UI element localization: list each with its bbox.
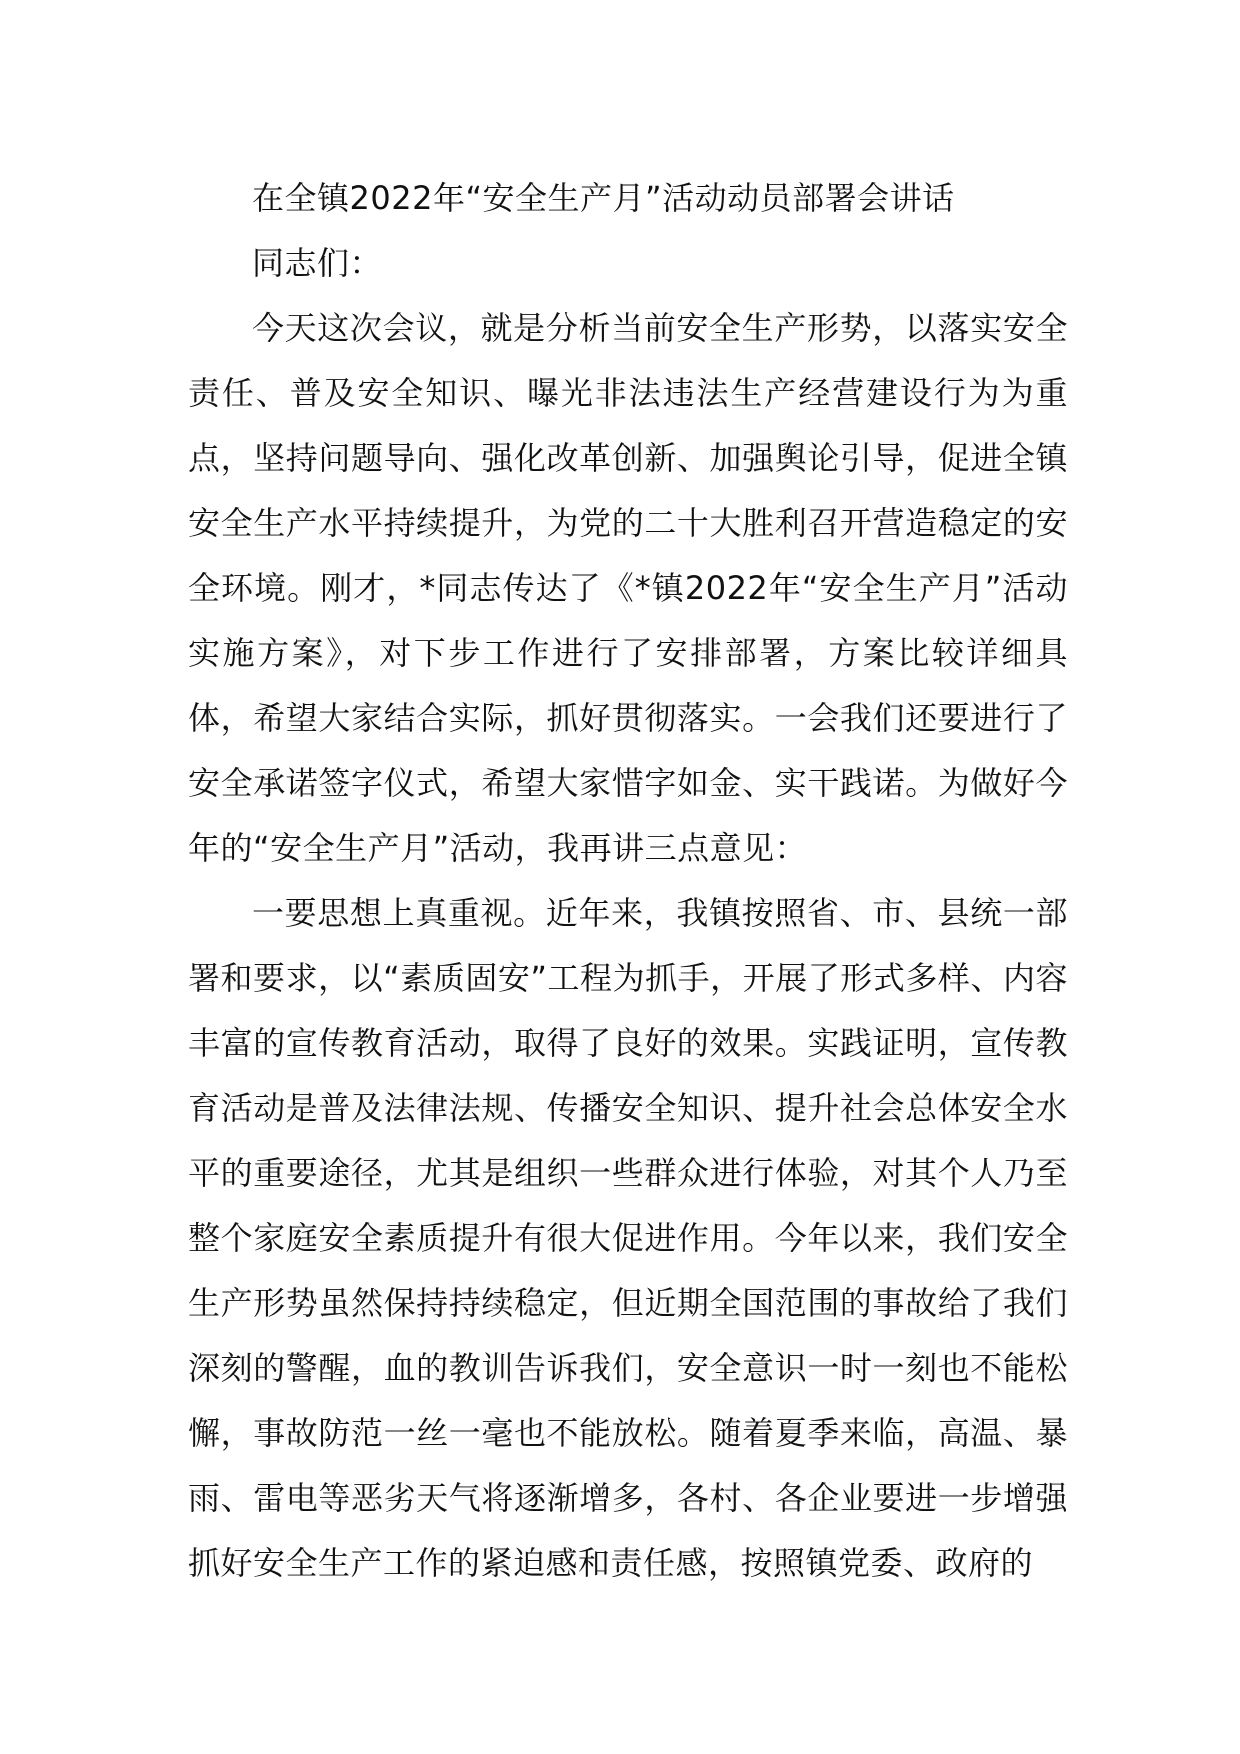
paragraph-intro: 今天这次会议，就是分析当前安全生产形势，以落实安全责任、普及安全知识、曝光非法违法生产经营建设行为为重点，坚持问题导向、强化改革创新、加强舆论引导，促进全镇安全生产水平持续提升，为党的二十大胜利召开营造稳定的安全环境。刚才，*同志传达了《*镇2022年“安全生产月”活动实施方案》，对下步工作进行了安排部署，方案比较详细具体，希望大家结合实际，抓好贯彻落实。一会我们还要进行了安全承诺签字仪式，希望大家惜字如金、实干践诺。为做好今年的“安全生产月”活动，我再讲三点意见： [188,309,1068,867]
salutation: 同志们： [252,244,383,282]
document-body [188,166,1068,1596]
speech-title: 在全镇2022年“安全生产月”活动动员部署会讲话 [252,179,955,217]
paragraph-point-one: 一要思想上真重视。近年来，我镇按照省、市、县统一部署和要求，以“素质固安”工程为抓手，开展了形式多样、内容丰富的宣传教育活动，取得了良好的效果。实践证明，宣传教育活动是普及法律法规、传播安全知识、提升社会总体安全水平的重要途径，尤其是组织一些群众进行体验，对其个人乃至整个家庭安全素质提升有很大促进作用。今年以来，我们安全生产形势虽然保持持续稳定，但近期全国范围的事故给了我们深刻的警醒，血的教训告诉我们，安全意识一时一刻也不能松懈，事故防范一丝一毫也不能放松。随着夏季来临，高温、暴雨、雷电等恶劣天气将逐渐增多，各村、各企业要进一步增强抓好安全生产工作的紧迫感和责任感，按照镇党委、政府的 [188,894,1068,1582]
